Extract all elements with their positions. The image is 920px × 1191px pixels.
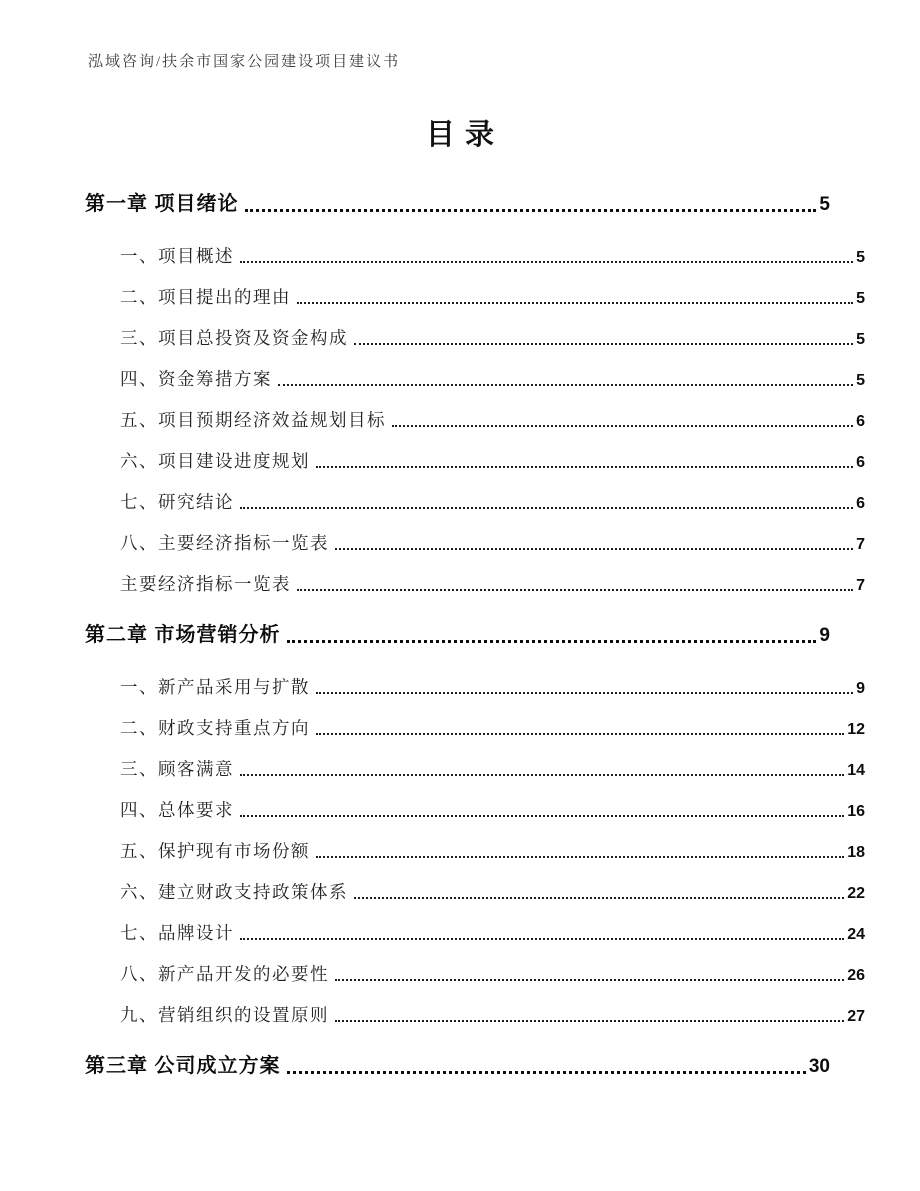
dot-leader <box>335 1020 844 1022</box>
dot-leader <box>354 343 853 345</box>
dot-leader <box>316 692 853 694</box>
table-of-contents <box>85 172 865 1089</box>
toc-item-row[interactable] <box>85 514 865 555</box>
dot-leader <box>316 856 844 858</box>
dot-leader <box>297 302 853 304</box>
toc-entry-page: 27 <box>847 1008 865 1025</box>
page-title: 目录 <box>425 119 505 151</box>
toc-entry-page: 26 <box>847 967 865 984</box>
dot-leader <box>240 938 844 940</box>
dot-leader <box>278 384 853 386</box>
dot-leader <box>335 548 853 550</box>
toc-item-row[interactable] <box>85 699 865 740</box>
toc-entry-page: 7 <box>856 536 865 553</box>
toc-entry-page: 5 <box>819 194 830 215</box>
dot-leader <box>354 897 844 899</box>
dot-leader <box>392 425 853 427</box>
toc-entry-page: 6 <box>856 413 865 430</box>
toc-item-row[interactable] <box>85 740 865 781</box>
toc-item-row[interactable] <box>85 781 865 822</box>
toc-entry-label: 一、新产品采用与扩散 <box>120 677 310 697</box>
toc-entry-page: 7 <box>856 577 865 594</box>
dot-leader <box>316 466 853 468</box>
toc-entry-label: 六、建立财政支持政策体系 <box>120 882 348 902</box>
toc-entry-label: 七、研究结论 <box>120 492 234 512</box>
toc-entry-page: 22 <box>847 885 865 902</box>
toc-entry-label: 主要经济指标一览表 <box>120 574 291 594</box>
toc-entry-page: 6 <box>856 495 865 512</box>
toc-entry-label: 八、主要经济指标一览表 <box>120 533 329 553</box>
toc-entry-label: 第二章 市场营销分析 <box>85 624 281 646</box>
toc-item-row[interactable] <box>85 945 865 986</box>
toc-entry-page: 12 <box>847 721 865 738</box>
dot-leader <box>240 774 844 776</box>
toc-entry-page: 14 <box>847 762 865 779</box>
toc-item-row[interactable] <box>85 391 865 432</box>
dot-leader <box>316 733 844 735</box>
toc-entry-label: 第一章 项目绪论 <box>85 193 239 215</box>
toc-entry-label: 一、项目概述 <box>120 246 234 266</box>
toc-chapter-row[interactable] <box>85 1034 830 1078</box>
document-header <box>88 50 400 71</box>
toc-entry-label: 二、项目提出的理由 <box>120 287 291 307</box>
toc-entry-label: 九、营销组织的设置原则 <box>120 1005 329 1025</box>
toc-item-row[interactable] <box>85 227 865 268</box>
toc-item-row[interactable] <box>85 268 865 309</box>
toc-entry-page: 5 <box>856 372 865 389</box>
dot-leader <box>245 209 817 212</box>
toc-item-row[interactable] <box>85 863 865 904</box>
toc-chapter-row[interactable] <box>85 603 830 647</box>
toc-item-row[interactable] <box>85 473 865 514</box>
toc-item-row[interactable] <box>85 986 865 1027</box>
toc-entry-page: 5 <box>856 331 865 348</box>
toc-entry-label: 四、总体要求 <box>120 800 234 820</box>
toc-entry-page: 6 <box>856 454 865 471</box>
toc-entry-label: 七、品牌设计 <box>120 923 234 943</box>
toc-entry-page: 16 <box>847 803 865 820</box>
dot-leader <box>335 979 844 981</box>
toc-item-row[interactable] <box>85 555 865 596</box>
toc-item-row[interactable] <box>85 309 865 350</box>
toc-item-row[interactable] <box>85 432 865 473</box>
toc-entry-page: 30 <box>808 1056 830 1077</box>
toc-entry-label: 八、新产品开发的必要性 <box>120 964 329 984</box>
toc-entry-page: 5 <box>856 249 865 266</box>
dot-leader <box>240 815 844 817</box>
header-text: 泓域咨询/扶余市国家公园建设项目建议书 <box>88 54 401 70</box>
toc-item-row[interactable] <box>85 350 865 391</box>
dot-leader <box>240 507 853 509</box>
toc-entry-label: 六、项目建设进度规划 <box>120 451 310 471</box>
toc-entry-label: 五、项目预期经济效益规划目标 <box>120 410 386 430</box>
toc-item-row[interactable] <box>85 658 865 699</box>
toc-entry-label: 三、项目总投资及资金构成 <box>120 328 348 348</box>
toc-entry-label: 四、资金筹措方案 <box>120 369 272 389</box>
dot-leader <box>297 589 853 591</box>
toc-item-row[interactable] <box>85 822 865 863</box>
toc-entry-label: 三、顾客满意 <box>120 759 234 779</box>
dot-leader <box>287 1071 806 1074</box>
toc-entry-label: 第三章 公司成立方案 <box>85 1055 281 1077</box>
toc-chapter-row[interactable] <box>85 172 830 216</box>
toc-entry-page: 9 <box>856 680 865 697</box>
dot-leader <box>287 640 817 643</box>
toc-item-row[interactable] <box>85 904 865 945</box>
toc-entry-page: 24 <box>847 926 865 943</box>
dot-leader <box>240 261 853 263</box>
toc-entry-page: 9 <box>819 625 830 646</box>
toc-entry-label: 五、保护现有市场份额 <box>120 841 310 861</box>
toc-entry-page: 5 <box>856 290 865 307</box>
toc-entry-label: 二、财政支持重点方向 <box>120 718 310 738</box>
toc-entry-page: 18 <box>847 844 865 861</box>
